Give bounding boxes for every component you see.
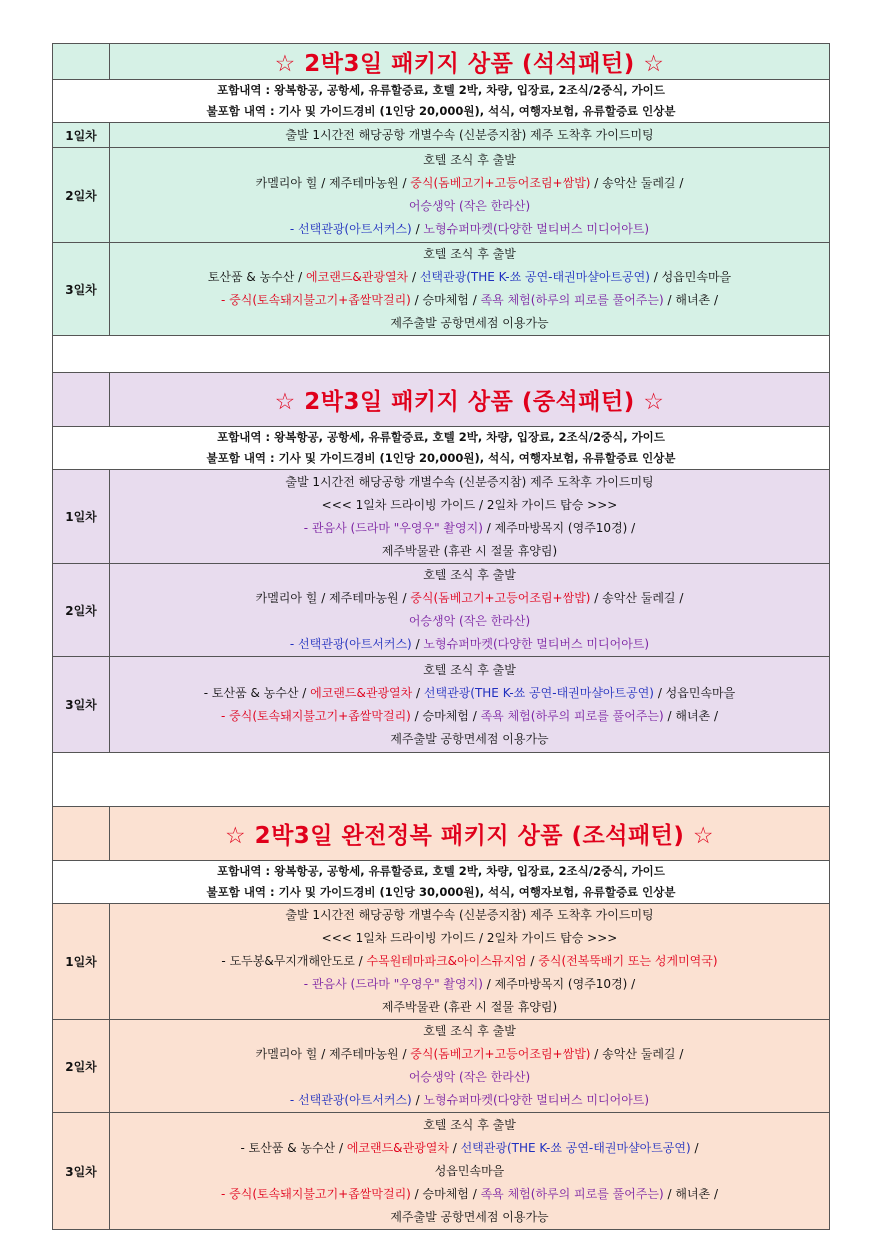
package-info	[53, 80, 830, 123]
schedule-segment: 에코랜드&관광열차	[310, 685, 413, 700]
schedule-segment: - 도두봉&무지개해안도로 /	[221, 954, 367, 968]
schedule-segment: /	[412, 685, 424, 700]
package-title: ☆ 2박3일 완전정복 패키지 상품 (조석패턴) ☆	[110, 807, 830, 861]
schedule-segment: / 승마체험 /	[410, 708, 481, 723]
schedule-line	[110, 587, 829, 610]
schedule-segment: / 해녀촌 /	[663, 1186, 718, 1201]
schedule-segment: 제주박물관 (휴관 시 절물 휴양림)	[381, 543, 558, 558]
schedule-segment: 노형슈퍼마켓(다양한 멀티버스 미디어아트)	[423, 222, 650, 236]
schedule-segment: 제주박물관 (휴관 시 절물 휴양림)	[381, 1000, 558, 1014]
schedule-line	[110, 633, 829, 656]
schedule-segment: 중식(돔베고기+고등어조림+쌈밥)	[410, 176, 591, 190]
day-schedule	[110, 470, 830, 564]
schedule-line	[110, 1020, 829, 1043]
schedule-segment: - 관음사 (드라마 "우영우" 촬영지)	[303, 977, 483, 991]
package-title: ☆ 2박3일 패키지 상품 (중석패턴) ☆	[110, 373, 830, 427]
schedule-line	[110, 1137, 829, 1160]
package-info	[53, 861, 830, 904]
schedule-segment: 카멜리아 힐 / 제주테마농원 /	[255, 591, 411, 605]
day-schedule	[110, 123, 830, 148]
schedule-segment: 카멜리아 힐 / 제주테마농원 /	[255, 176, 411, 190]
schedule-segment: 족욕 체험(하루의 피로를 풀어주는)	[480, 708, 664, 723]
schedule-segment: /	[526, 954, 539, 968]
schedule-segment: / 송악산 둘레길 /	[590, 1047, 684, 1061]
schedule-segment: 에코랜드&관광열차	[346, 1140, 449, 1155]
section-spacer	[53, 336, 830, 373]
day-row	[53, 148, 830, 243]
package-title-row	[53, 373, 830, 427]
schedule-line	[110, 996, 829, 1019]
day-label: 1일차	[53, 470, 110, 564]
schedule-line	[110, 540, 829, 563]
day-schedule	[110, 657, 830, 753]
schedule-segment: 토산품 & 농수산 /	[207, 270, 307, 284]
schedule-line	[110, 1089, 829, 1112]
schedule-segment: / 제주마방목지 (영주10경) /	[482, 520, 636, 535]
schedule-segment: 호텔 조식 후 출발	[423, 568, 516, 582]
day-row	[53, 1020, 830, 1113]
spacer-cell	[53, 753, 830, 807]
schedule-segment: /	[411, 222, 424, 236]
schedule-segment: / 성읍민속마을	[654, 685, 736, 700]
schedule-line	[110, 494, 829, 517]
schedule-line	[110, 1160, 829, 1183]
schedule-line	[110, 517, 829, 540]
package-info-row	[53, 427, 830, 470]
schedule-line	[110, 218, 829, 241]
day-row	[53, 657, 830, 753]
day-label: 3일차	[53, 243, 110, 336]
schedule-segment: 족욕 체험(하루의 피로를 풀어주는)	[480, 293, 664, 307]
schedule-segment: - 토산품 & 농수산 /	[240, 1140, 347, 1155]
schedule-segment: <<< 1일차 드라이빙 가이드 / 2일차 가이드 탑승 >>>	[321, 497, 618, 512]
day-schedule	[110, 1020, 830, 1113]
schedule-segment: - 중식(토속돼지불고기+좁쌀막걸리)	[221, 1186, 411, 1201]
schedule-segment: 선택관광(THE K-쑈 공연-태권마샬아트공연)	[460, 1140, 691, 1155]
schedule-segment: 중식(돔베고기+고등어조림+쌈밥)	[410, 1047, 591, 1061]
schedule-line	[110, 1043, 829, 1066]
schedule-segment: / 승마체험 /	[410, 1186, 481, 1201]
included-text: 포함내역 : 왕복항공, 공항세, 유류할증료, 호텔 2박, 차량, 입장료, 2조식/2중식, 가이드	[217, 430, 665, 444]
schedule-segment: 호텔 조식 후 출발	[423, 247, 516, 261]
schedule-line	[110, 149, 829, 172]
schedule-segment: 수목원테마파크&아이스뮤지엄	[366, 954, 527, 968]
schedule-line	[110, 904, 829, 927]
schedule-segment: / 송악산 둘레길 /	[590, 591, 684, 605]
schedule-segment: / 성읍민속마을	[649, 270, 732, 284]
schedule-line	[110, 682, 829, 705]
schedule-segment: 선택관광(THE K-쑈 공연-태권마샬아트공연)	[419, 270, 650, 284]
schedule-segment: /	[411, 637, 424, 651]
day-row	[53, 904, 830, 1020]
package-info	[53, 427, 830, 470]
schedule-segment: - 선택관광(아트서커스)	[289, 637, 412, 651]
schedule-segment: - 선택관광(아트서커스)	[289, 1093, 412, 1107]
schedule-line	[110, 123, 829, 147]
schedule-segment: 중식(전복뚝배기 또는 성게미역국)	[538, 954, 718, 968]
package-title-row	[53, 807, 830, 861]
schedule-line	[110, 471, 829, 494]
day-row	[53, 564, 830, 657]
schedule-segment: 호텔 조식 후 출발	[423, 662, 516, 677]
schedule-segment: 출발 1시간전 해당공항 개별수속 (신분증지참) 제주 도착후 가이드미팅	[285, 474, 654, 489]
schedule-segment: 에코랜드&관광열차	[306, 270, 409, 284]
schedule-segment: / 제주마방목지 (영주10경) /	[482, 977, 636, 991]
package-title: ☆ 2박3일 패키지 상품 (석석패턴) ☆	[110, 44, 830, 80]
day-label: 3일차	[53, 657, 110, 753]
schedule-segment: /	[448, 1140, 461, 1155]
title-stub-cell	[53, 44, 110, 80]
schedule-segment: 족욕 체험(하루의 피로를 풀어주는)	[480, 1186, 664, 1201]
schedule-line	[110, 950, 829, 973]
schedule-line	[110, 973, 829, 996]
schedule-segment: 어승생악 (작은 한라산)	[408, 1070, 531, 1084]
excluded-text: 불포함 내역 : 기사 및 가이드경비 (1인당 20,000원), 석식, 여행자보험, 유류할증료 인상분	[206, 451, 676, 465]
schedule-line	[110, 927, 829, 950]
day-schedule	[110, 1113, 830, 1230]
package-title-row	[53, 44, 830, 80]
schedule-line	[110, 705, 829, 728]
schedule-segment: 중식(돔베고기+고등어조림+쌈밥)	[410, 591, 591, 605]
itinerary-document	[52, 43, 830, 1230]
schedule-segment: - 토산품 & 농수산 /	[203, 685, 311, 700]
day-label: 1일차	[53, 123, 110, 148]
day-label: 2일차	[53, 564, 110, 657]
schedule-segment: / 승마체험 /	[410, 293, 481, 307]
schedule-segment: - 중식(토속돼지불고기+좁쌀막걸리)	[221, 708, 411, 723]
day-row	[53, 243, 830, 336]
schedule-segment: 제주출발 공항면세점 이용가능	[390, 316, 549, 330]
schedule-segment: 제주출발 공항면세점 이용가능	[390, 1209, 549, 1224]
schedule-line	[110, 1114, 829, 1137]
day-schedule	[110, 148, 830, 243]
schedule-line	[110, 610, 829, 633]
schedule-segment: / 송악산 둘레길 /	[590, 176, 684, 190]
schedule-line	[110, 564, 829, 587]
title-stub-cell	[53, 807, 110, 861]
day-label: 3일차	[53, 1113, 110, 1230]
included-text: 포함내역 : 왕복항공, 공항세, 유류할증료, 호텔 2박, 차량, 입장료, 2조식/2중식, 가이드	[217, 83, 665, 97]
schedule-segment: /	[690, 1140, 699, 1155]
excluded-text: 불포함 내역 : 기사 및 가이드경비 (1인당 30,000원), 석식, 여행자보험, 유류할증료 인상분	[206, 885, 676, 899]
schedule-segment: <<< 1일차 드라이빙 가이드 / 2일차 가이드 탑승 >>>	[321, 931, 618, 945]
schedule-segment: 호텔 조식 후 출발	[423, 153, 516, 167]
schedule-line	[110, 728, 829, 751]
schedule-line	[110, 266, 829, 289]
schedule-segment: 선택관광(THE K-쑈 공연-태권마샬아트공연)	[423, 685, 654, 700]
schedule-segment: - 선택관광(아트서커스)	[289, 222, 412, 236]
day-row	[53, 123, 830, 148]
schedule-segment: 어승생악 (작은 한라산)	[408, 614, 531, 628]
included-text: 포함내역 : 왕복항공, 공항세, 유류할증료, 호텔 2박, 차량, 입장료, 2조식/2중식, 가이드	[217, 864, 665, 878]
schedule-segment: - 중식(토속돼지불고기+좁쌀막걸리)	[221, 293, 411, 307]
schedule-line	[110, 1066, 829, 1089]
spacer-cell	[53, 336, 830, 373]
schedule-segment: 성읍민속마을	[434, 1163, 505, 1178]
package-info-row	[53, 861, 830, 904]
schedule-segment: 노형슈퍼마켓(다양한 멀티버스 미디어아트)	[423, 637, 650, 651]
day-schedule	[110, 243, 830, 336]
schedule-line	[110, 1183, 829, 1206]
day-schedule	[110, 564, 830, 657]
schedule-line	[110, 659, 829, 682]
schedule-segment: /	[408, 270, 420, 284]
schedule-segment: 출발 1시간전 해당공항 개별수속 (신분증지참) 제주 도착후 가이드미팅	[285, 128, 654, 142]
day-label: 1일차	[53, 904, 110, 1020]
schedule-segment: 호텔 조식 후 출발	[423, 1117, 516, 1132]
title-stub-cell	[53, 373, 110, 427]
schedule-segment: 출발 1시간전 해당공항 개별수속 (신분증지참) 제주 도착후 가이드미팅	[285, 908, 654, 922]
schedule-segment: / 해녀촌 /	[663, 293, 718, 307]
schedule-segment: 호텔 조식 후 출발	[423, 1024, 516, 1038]
excluded-text: 불포함 내역 : 기사 및 가이드경비 (1인당 20,000원), 석식, 여행자보험, 유류할증료 인상분	[206, 104, 676, 118]
schedule-segment: 어승생악 (작은 한라산)	[408, 199, 531, 213]
schedule-line	[110, 289, 829, 312]
day-label: 2일차	[53, 1020, 110, 1113]
package-table	[52, 43, 830, 1230]
schedule-segment: 노형슈퍼마켓(다양한 멀티버스 미디어아트)	[423, 1093, 650, 1107]
day-row	[53, 470, 830, 564]
schedule-segment: - 관음사 (드라마 "우영우" 촬영지)	[303, 520, 483, 535]
day-schedule	[110, 904, 830, 1020]
schedule-segment: 카멜리아 힐 / 제주테마농원 /	[255, 1047, 411, 1061]
package-info-row	[53, 80, 830, 123]
schedule-segment: 제주출발 공항면세점 이용가능	[390, 731, 549, 746]
section-spacer	[53, 753, 830, 807]
schedule-line	[110, 243, 829, 266]
schedule-segment: /	[411, 1093, 424, 1107]
schedule-line	[110, 195, 829, 218]
day-row	[53, 1113, 830, 1230]
schedule-segment: / 해녀촌 /	[663, 708, 718, 723]
schedule-line	[110, 1206, 829, 1229]
schedule-line	[110, 312, 829, 335]
schedule-line	[110, 172, 829, 195]
day-label: 2일차	[53, 148, 110, 243]
